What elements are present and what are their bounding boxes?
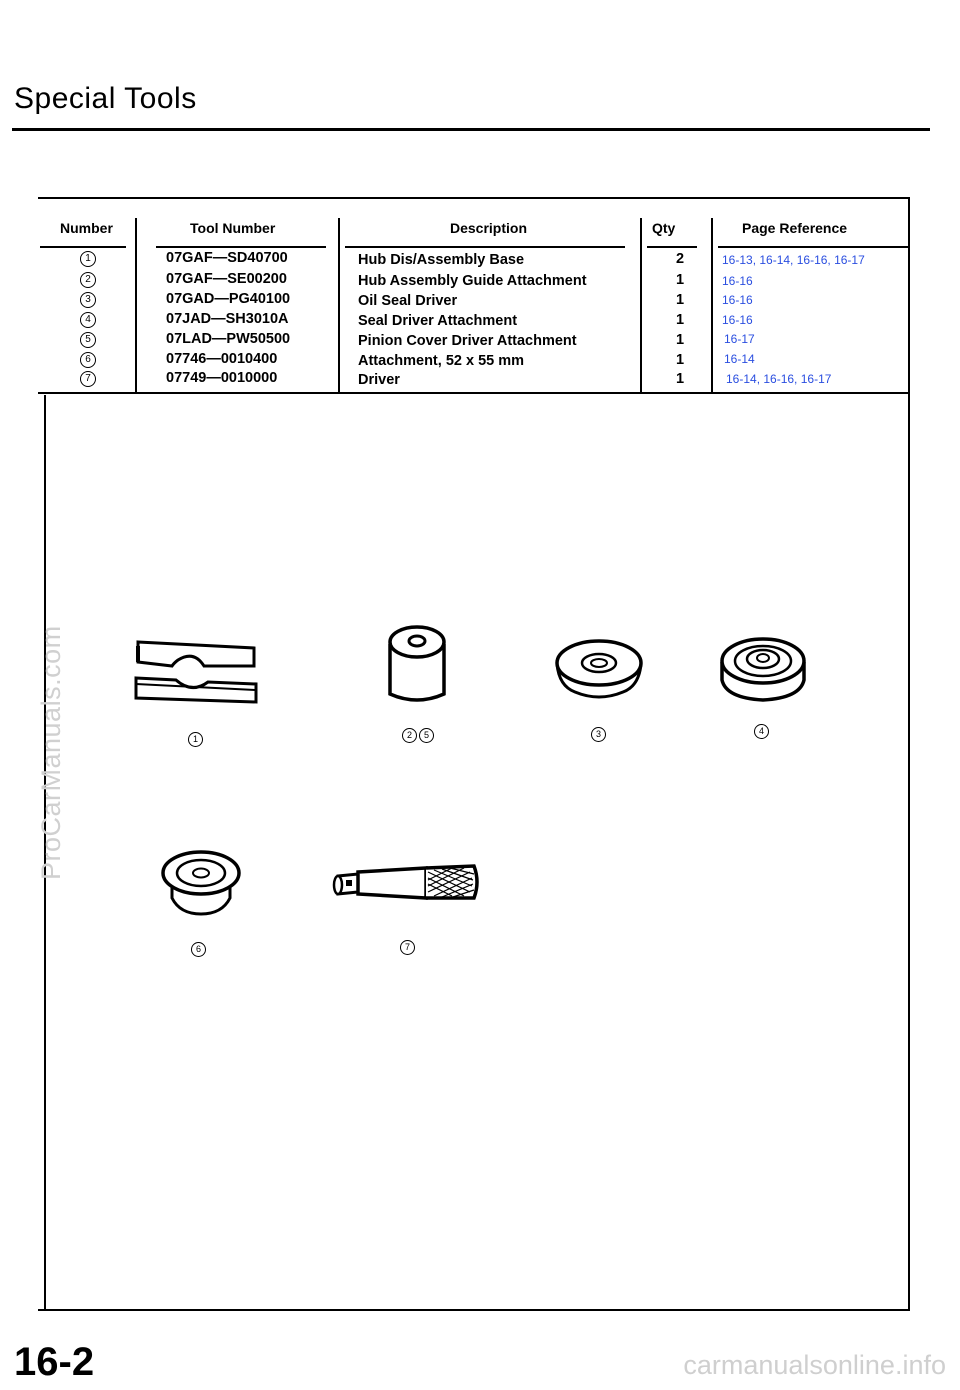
tool-number: 07GAD—PG40100 xyxy=(166,291,291,307)
page-reference-link[interactable]: 16-16 xyxy=(722,313,753,327)
page-reference-link[interactable]: 16-16 xyxy=(722,293,753,307)
hub-guide-attachment-illustration xyxy=(386,622,448,704)
row-number: 2 xyxy=(80,272,96,288)
page-reference-link[interactable]: 16-13, 16-14, 16-16, 16-17 xyxy=(722,253,865,267)
row-number: 7 xyxy=(80,371,96,387)
header-qty: Qty xyxy=(652,220,676,236)
tool-number: 07GAF—SD40700 xyxy=(166,250,288,266)
tool-number: 07JAD—SH3010A xyxy=(166,311,289,327)
header-rule-number xyxy=(40,246,126,248)
tool-number: 07LAD—PW50500 xyxy=(166,331,291,347)
col-sep-3 xyxy=(640,218,642,393)
tool-number: 07746—0010400 xyxy=(166,351,278,367)
qty: 2 xyxy=(676,251,685,267)
callout-number: 2 xyxy=(402,728,417,743)
row-number: 3 xyxy=(80,292,96,308)
illustration-label-7 xyxy=(400,940,415,955)
col-sep-1 xyxy=(135,218,137,393)
description: Hub Dis/Assembly Base xyxy=(358,252,525,268)
description: Driver xyxy=(358,372,400,388)
description: Hub Assembly Guide Attachment xyxy=(358,273,587,289)
callout-number: 1 xyxy=(188,732,203,747)
footer-site-link[interactable]: carmanualsonline.info xyxy=(683,1350,946,1380)
page-reference-link[interactable]: 16-17 xyxy=(724,332,755,346)
qty: 1 xyxy=(676,272,685,288)
description: Pinion Cover Driver Attachment xyxy=(358,333,577,349)
callout-number: 4 xyxy=(754,724,769,739)
illustration-label-1 xyxy=(188,732,203,747)
oil-seal-driver-illustration xyxy=(553,636,645,702)
header-tool-number: Tool Number xyxy=(190,220,276,236)
header-number: Number xyxy=(60,220,113,236)
row-number: 1 xyxy=(80,251,96,267)
row-number: 6 xyxy=(80,352,96,368)
col-sep-4 xyxy=(711,218,713,393)
header-rule-tool-number xyxy=(156,246,326,248)
title-rule xyxy=(12,128,930,131)
page-reference-link[interactable]: 16-14, 16-16, 16-17 xyxy=(726,372,832,386)
page-reference-link[interactable]: 16-16 xyxy=(722,274,753,288)
seal-driver-attachment-illustration xyxy=(718,634,808,704)
row-number: 5 xyxy=(80,332,96,348)
qty: 1 xyxy=(676,371,685,387)
description: Oil Seal Driver xyxy=(358,293,458,309)
callout-number: 6 xyxy=(191,942,206,957)
attachment-52x55-illustration xyxy=(160,846,242,916)
col-sep-2 xyxy=(338,218,340,393)
header-rule-page-ref xyxy=(718,246,908,248)
page-reference-link[interactable]: 16-14 xyxy=(724,352,755,366)
description: Seal Driver Attachment xyxy=(358,313,518,329)
callout-number: 3 xyxy=(591,727,606,742)
hub-base-illustration xyxy=(132,636,262,706)
illustration-label-2-5 xyxy=(402,728,434,743)
table-bottom-rule xyxy=(38,392,910,394)
header-rule-description xyxy=(345,246,625,248)
page-title: Special Tools xyxy=(14,82,197,115)
watermark-text: ProCarManuals.com xyxy=(36,625,66,880)
header-description: Description xyxy=(450,220,528,236)
tool-number: 07GAF—SE00200 xyxy=(166,271,287,287)
description: Attachment, 52 x 55 mm xyxy=(358,353,525,369)
qty: 1 xyxy=(676,312,685,328)
header-rule-qty xyxy=(647,246,697,248)
qty: 1 xyxy=(676,292,685,308)
driver-illustration xyxy=(330,862,480,904)
tool-number: 07749—0010000 xyxy=(166,370,278,386)
callout-number: 7 xyxy=(400,940,415,955)
illustration-label-4 xyxy=(754,724,769,739)
illustration-label-3 xyxy=(591,727,606,742)
qty: 1 xyxy=(676,352,685,368)
illustration-label-6 xyxy=(191,942,206,957)
row-number: 4 xyxy=(80,312,96,328)
page-number: 16-2 xyxy=(14,1340,95,1384)
header-page-reference: Page Reference xyxy=(742,220,848,236)
qty: 1 xyxy=(676,332,685,348)
callout-number: 5 xyxy=(419,728,434,743)
